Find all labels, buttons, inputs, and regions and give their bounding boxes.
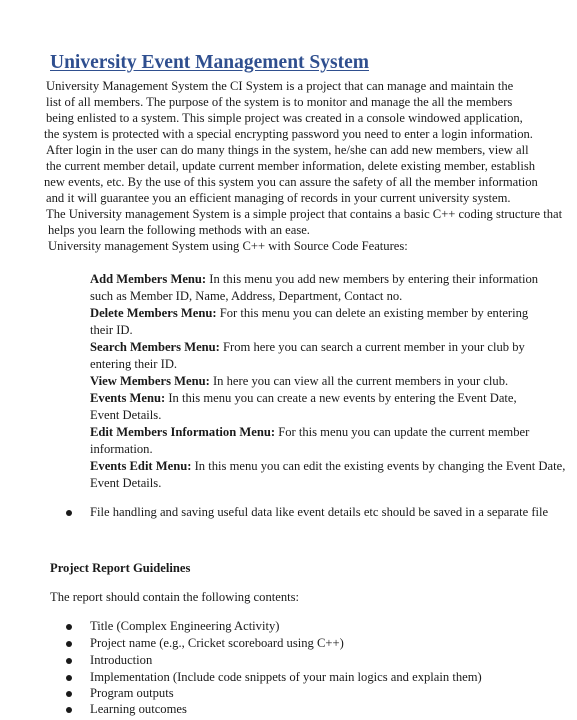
menu-item-edit-members-information xyxy=(90,425,529,440)
intro-line: the system is protected with a special encrypting password you need to enter a login information. xyxy=(44,127,533,141)
bullet-icon xyxy=(66,691,72,697)
menu-item-label: Edit Members Information Menu: xyxy=(90,425,276,439)
intro-line: list of all members. The purpose of the system is to monitor and manage the all the members xyxy=(46,95,513,109)
document-title: University Event Management System xyxy=(50,52,369,73)
menu-item-add-members xyxy=(90,272,538,287)
menu-item-text: In this menu you can edit the existing events by changing the Event Date, xyxy=(191,459,566,473)
menu-item-events xyxy=(90,391,517,406)
intro-line: University management System using C++ with Source Code Features: xyxy=(48,239,408,253)
bullet-text: Introduction xyxy=(90,653,153,667)
menu-item-label: Events Menu: xyxy=(90,391,166,405)
menu-item-text: In here you can view all the current members in your club. xyxy=(209,374,509,388)
menu-item-continuation: their ID. xyxy=(90,323,133,337)
menu-item-label: Events Edit Menu: xyxy=(90,459,192,473)
menu-item-label: View Members Menu: xyxy=(90,374,210,388)
bullet-icon xyxy=(66,675,72,681)
menu-item-delete-members xyxy=(90,306,528,321)
guidelines-heading: Project Report Guidelines xyxy=(50,561,191,575)
menu-item-text: For this menu you can delete an existing member by entering xyxy=(216,306,529,320)
guidelines-intro: The report should contain the following contents: xyxy=(50,590,300,604)
bullet-text: Learning outcomes xyxy=(90,702,187,716)
menu-item-view-members xyxy=(90,374,508,389)
bullet-text: Program outputs xyxy=(90,686,174,700)
menu-item-continuation: entering their ID. xyxy=(90,357,178,371)
intro-line: The University management System is a simple project that contains a basic C++ coding structure that xyxy=(46,207,563,221)
menu-item-text: In this menu you add new members by entering their information xyxy=(206,272,539,286)
menu-item-label: Delete Members Menu: xyxy=(90,306,217,320)
menu-item-label: Search Members Menu: xyxy=(90,340,220,354)
menu-item-continuation: such as Member ID, Name, Address, Department, Contact no. xyxy=(90,289,403,303)
bullet-icon xyxy=(66,510,72,516)
intro-line: University Management System the CI System is a project that can manage and maintain the xyxy=(46,79,514,93)
menu-item-text: For this menu you can update the current member xyxy=(275,425,530,439)
bullet-icon xyxy=(66,624,72,630)
menu-item-events-edit xyxy=(90,459,565,474)
menu-item-text: In this menu you can create a new events by entering the Event Date, xyxy=(165,391,517,405)
intro-line: and it will guarantee you an efficient managing of records in your current university system. xyxy=(46,191,511,205)
menu-item-search-members xyxy=(90,340,525,355)
bullet-icon xyxy=(66,641,72,647)
menu-item-text: From here you can search a current member in your club by xyxy=(219,340,525,354)
intro-line: After login in the user can do many things in the system, he/she can add new members, view all xyxy=(46,143,529,157)
bullet-text: File handling and saving useful data like event details etc should be saved in a separate file xyxy=(90,505,549,519)
intro-line: the current member detail, update current member information, delete existing member, establish xyxy=(46,159,536,173)
bullet-icon xyxy=(66,707,72,713)
bullet-icon xyxy=(66,658,72,664)
bullet-text: Title (Complex Engineering Activity) xyxy=(90,619,280,633)
intro-line: being enlisted to a system. This simple project was created in a console windowed application, xyxy=(46,111,523,125)
intro-line: helps you learn the following methods with an ease. xyxy=(48,223,310,237)
bullet-text: Implementation (Include code snippets of your main logics and explain them) xyxy=(90,670,482,684)
menu-item-label: Add Members Menu: xyxy=(90,272,207,286)
bullet-text: Project name (e.g., Cricket scoreboard using C++) xyxy=(90,636,344,650)
menu-item-continuation: information. xyxy=(90,442,153,456)
menu-item-continuation: Event Details. xyxy=(90,476,162,490)
intro-line: new events, etc. By the use of this system you can assure the safety of all the member information xyxy=(44,175,538,189)
menu-item-continuation: Event Details. xyxy=(90,408,162,422)
